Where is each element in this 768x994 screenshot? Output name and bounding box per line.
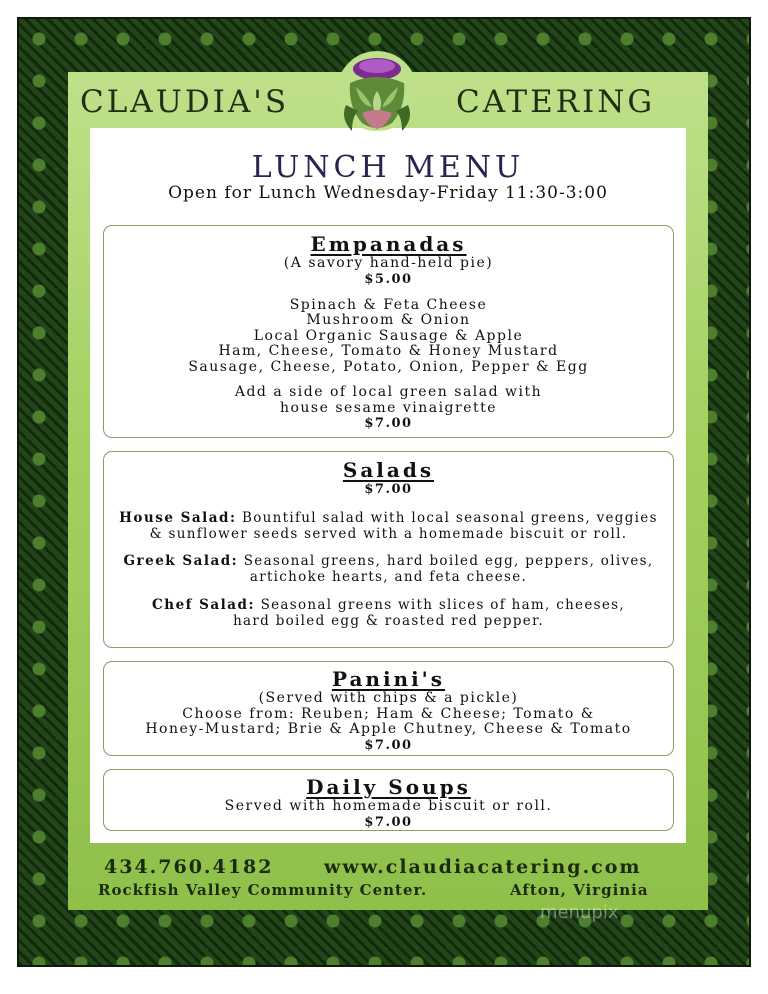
paninis-options-2: Honey-Mustard; Brie & Apple Chutney, Cheese & Tomato [145, 721, 632, 737]
soups-heading: Daily Soups [306, 775, 471, 799]
greek-salad-name: Greek Salad: [123, 553, 239, 569]
paninis-price: $7.00 [364, 737, 413, 753]
artichoke-icon [336, 47, 418, 143]
address: Rockfish Valley Community Center. [98, 881, 428, 899]
salads-price: $7.00 [364, 482, 413, 497]
house-salad-line [104, 511, 673, 527]
chef-salad-desc-2: hard boiled egg & roasted red pepper. [233, 612, 544, 629]
empanada-item: Spinach & Feta Cheese [289, 296, 488, 313]
greek-salad-desc: Seasonal greens, hard boiled egg, peppers, olives, [243, 553, 654, 569]
empanada-item: Local Organic Sausage & Apple [253, 327, 524, 344]
hours-subtitle: Open for Lunch Wednesday-Friday 11:30-3:00 [168, 183, 608, 203]
soups-section [103, 769, 674, 831]
brand-name-right: CATERING [456, 84, 656, 120]
side-salad-line: Add a side of local green salad with [234, 384, 543, 400]
paninis-section [103, 661, 674, 756]
empanadas-description: (A savory hand-held pie) [283, 255, 494, 271]
phone-number: 434.760.4182 [104, 856, 274, 878]
chef-salad-desc: Seasonal greens with slices of ham, cheeses, [260, 597, 625, 613]
watermark: menupix [540, 902, 619, 923]
house-salad-desc-2: & sunflower seeds served with a homemade biscuit or roll. [149, 525, 628, 542]
house-salad-desc: Bountiful salad with local seasonal greens, veggies [242, 510, 658, 526]
soups-price: $7.00 [364, 814, 413, 830]
paninis-heading: Panini's [331, 667, 446, 691]
greek-salad-line [104, 554, 673, 570]
salads-section [103, 451, 674, 648]
empanadas-heading: Empanadas [310, 232, 467, 256]
salads-heading: Salads [342, 458, 435, 482]
side-salad-price: $7.00 [364, 416, 413, 431]
empanada-item: Sausage, Cheese, Potato, Onion, Pepper & Egg [188, 358, 589, 375]
empanadas-section [103, 225, 674, 438]
empanadas-price: $5.00 [364, 271, 413, 287]
empanada-item: Mushroom & Onion [306, 312, 471, 328]
soups-description: Served with homemade biscuit or roll. [224, 798, 553, 814]
page-title: LUNCH MENU [251, 150, 525, 185]
chef-salad-name: Chef Salad: [152, 597, 255, 613]
side-salad-line: house sesame vinaigrette [279, 399, 498, 416]
city: Afton, Virginia [510, 881, 649, 899]
website-url: www.claudiacatering.com [324, 856, 642, 878]
empanada-item: Ham, Cheese, Tomato & Honey Mustard [218, 343, 559, 359]
brand-name-left: CLAUDIA'S [80, 84, 290, 120]
greek-salad-desc-2: artichoke hearts, and feta cheese. [249, 568, 528, 585]
paninis-description: (Served with chips & a pickle) [258, 690, 519, 706]
chef-salad-line [104, 598, 673, 614]
house-salad-name: House Salad: [119, 510, 237, 526]
paninis-options: Choose from: Reuben; Ham & Cheese; Tomato & [182, 705, 595, 722]
